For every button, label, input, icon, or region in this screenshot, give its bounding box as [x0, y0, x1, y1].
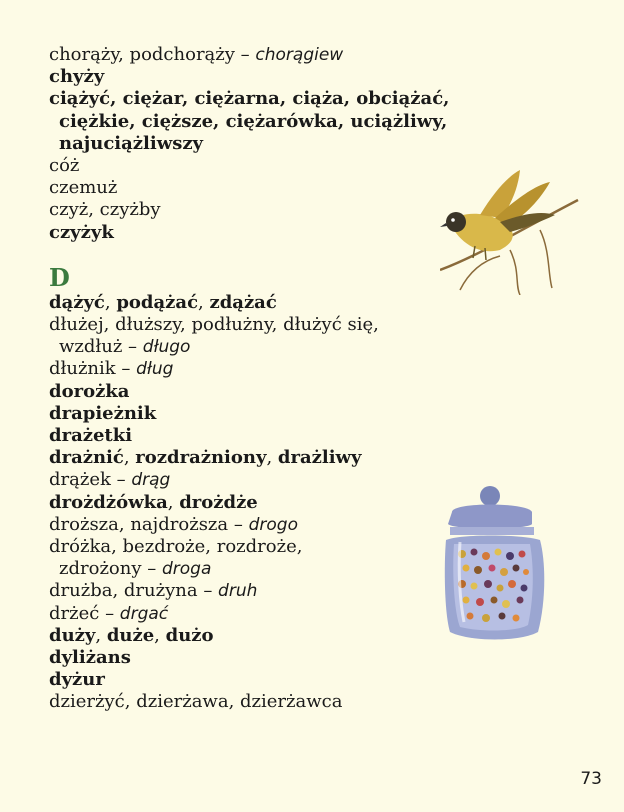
- word-entry: [49, 336, 449, 358]
- bold-word: dyliżans: [49, 647, 131, 669]
- bird-on-branch-illustration: [440, 160, 580, 295]
- bold-word: ciężkie, cięższe, ciężarówka, uciążliwy,: [59, 110, 448, 132]
- bold-word: drażnić: [49, 447, 124, 469]
- word-entry: [49, 177, 449, 199]
- bold-word: drapieżnik: [49, 402, 157, 424]
- entry-text: dzierżyć, dzierżawa, dzierżawca: [49, 691, 343, 713]
- word-entry: [49, 222, 449, 244]
- bold-word: duże: [106, 624, 155, 646]
- bold-word: duży: [49, 624, 96, 646]
- entry-text: chorąży, podchorąży –: [49, 44, 256, 65]
- entry-text: czemuż: [49, 177, 118, 199]
- root-word: droga: [161, 559, 212, 580]
- word-entry: [49, 580, 449, 602]
- entry-text: drużba, drużyna –: [49, 580, 219, 602]
- bold-word: drożdżówka: [49, 491, 168, 513]
- bold-word: czyżyk: [49, 221, 114, 243]
- candy-jar-illustration: [440, 482, 560, 647]
- word-entry: [49, 625, 449, 647]
- root-word: długo: [142, 337, 191, 358]
- entry-text: zdrożony –: [59, 558, 162, 580]
- word-list: [49, 44, 449, 714]
- word-entry: [49, 66, 449, 88]
- root-word: drąg: [131, 470, 171, 491]
- root-word: dług: [136, 359, 174, 380]
- word-entry: [49, 155, 449, 177]
- bold-word: chyży: [49, 66, 105, 88]
- word-entry: [49, 88, 449, 110]
- entry-text: ,: [154, 624, 166, 646]
- word-entry: [49, 558, 449, 580]
- bold-word: drażetki: [49, 425, 133, 447]
- bold-word: podążać: [116, 291, 199, 313]
- word-entry: [49, 425, 449, 447]
- bold-word: dyżur: [49, 669, 105, 691]
- entry-text: ,: [95, 624, 107, 646]
- root-word: drgać: [119, 603, 169, 624]
- bold-word: najuciążliwszy: [59, 132, 204, 154]
- section-letter: D: [49, 262, 70, 292]
- bold-word: dążyć: [49, 291, 105, 313]
- word-entry: [49, 358, 449, 380]
- root-word: chorągiew: [255, 45, 344, 65]
- entry-text: ,: [266, 447, 278, 469]
- word-entry: [49, 469, 449, 491]
- word-entry: [49, 133, 449, 155]
- word-entry: [49, 292, 449, 314]
- word-entry: [49, 199, 449, 221]
- word-entry: [49, 44, 449, 66]
- word-entry: [49, 403, 449, 425]
- bold-word: drożdże: [179, 491, 258, 513]
- word-entry: [49, 691, 449, 713]
- root-word: drogo: [248, 514, 298, 535]
- entry-text: droższa, najdroższa –: [49, 513, 249, 535]
- word-entry: [49, 447, 449, 469]
- word-entry: [49, 111, 449, 133]
- word-entry: [49, 514, 449, 536]
- bold-word: dorożka: [49, 380, 130, 402]
- word-entry: [49, 603, 449, 625]
- bold-word: dużo: [165, 624, 214, 646]
- bold-word: zdążać: [209, 291, 277, 313]
- entry-text: drążek –: [49, 469, 132, 491]
- entry-text: drżeć –: [49, 602, 120, 624]
- entry-text: ,: [198, 291, 210, 313]
- entry-text: ,: [167, 491, 180, 513]
- word-entry: [49, 669, 449, 691]
- entry-text: ,: [123, 447, 136, 469]
- root-word: druh: [218, 581, 258, 602]
- bold-word: drażliwy: [277, 447, 362, 469]
- page-number: 73: [580, 769, 602, 789]
- word-entry: [49, 492, 449, 514]
- word-entry: [49, 536, 449, 558]
- word-entry: [49, 314, 449, 336]
- entry-text: dłużej, dłuższy, podłużny, dłużyć się,: [49, 314, 379, 336]
- entry-text: cóż: [49, 155, 80, 177]
- entry-text: dróżka, bezdroże, rozdroże,: [49, 536, 303, 558]
- word-entry: [49, 381, 449, 403]
- entry-text: wzdłuż –: [59, 336, 143, 358]
- bold-word: ciążyć, ciężar, ciężarna, ciąża, obciążać,: [49, 88, 450, 110]
- entry-text: czyż, czyżby: [49, 199, 161, 221]
- entry-text: dłużnik –: [49, 358, 137, 380]
- bold-word: rozdrażniony: [135, 447, 267, 469]
- word-entry: [49, 647, 449, 669]
- entry-text: ,: [104, 291, 117, 313]
